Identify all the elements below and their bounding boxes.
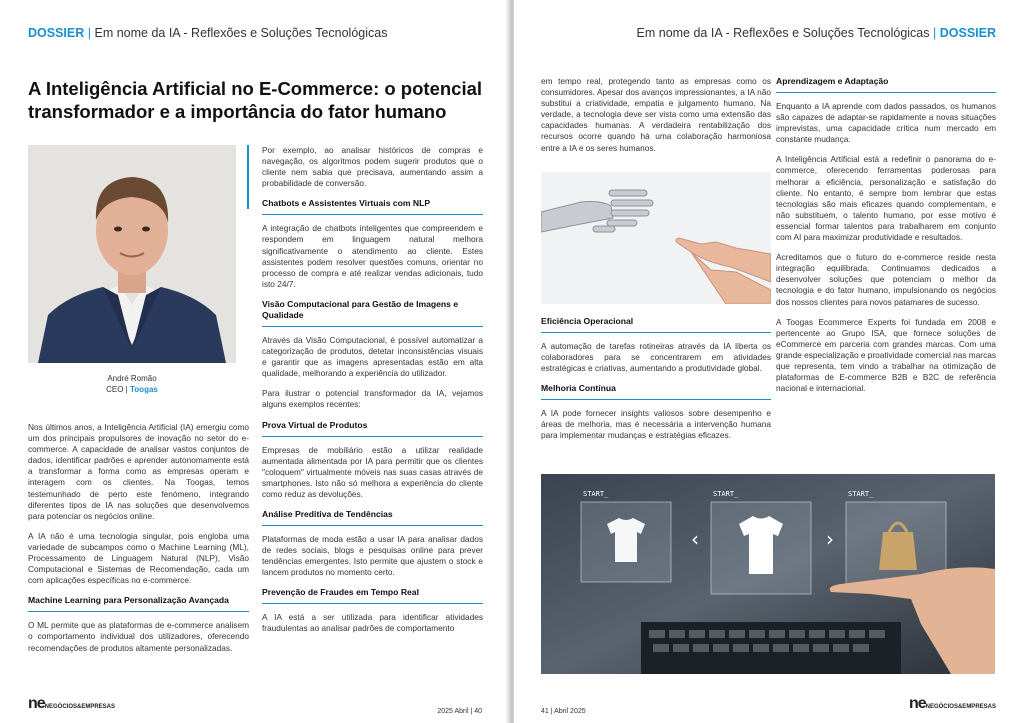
paragraph: A Toogas Ecommerce Experts foi fundada em 2008 e pertencente ao Grupo ISA, que fornece soluções de eCommerce em parceria com grandes marcas. Com uma grande especialização e proatividade comercial nas marcas que representa, tem vindo a trabalhar na otimização de plataformas de E-commerce B2B e B2C de referência nacional e internacional. (776, 316, 996, 394)
caption-role: CEO | (106, 384, 128, 394)
section-heading: Melhoria Contínua (541, 383, 771, 400)
paragraph: em tempo real, protegendo tanto as empresas como os consumidores. Apesar dos avanços impressionantes, a IA não substitui a criatividade, empatia e julgamento humano. Na verdade, a tecnologia deve ser vista como uma extensão das capacidades humanas. A verdadeira rentabilização dos recursos ocorre quando há uma colaboração harmoniosa entre a IA e os seres humanos. (541, 76, 771, 153)
accent-rule (247, 145, 249, 209)
paragraph: A automação de tarefas rotineiras através da IA liberta os colaboradores para se concentrarem em atividades estratégicas e criativas, aumentando a produtividade global. (541, 341, 771, 374)
svg-text:‹: ‹ (691, 527, 699, 551)
section-heading: Prevenção de Fraudes em Tempo Real (262, 587, 483, 604)
paragraph: Por exemplo, ao analisar históricos de compras e navegação, os algoritmos podem sugerir produtos que o cliente nem sabia que precisava, aumentando assim a probabilidade de conversão. (262, 145, 483, 189)
svg-text:›: › (826, 527, 834, 551)
start-label: START_ (583, 490, 609, 498)
left-column-2 (262, 145, 483, 644)
right-column-1-top (541, 76, 771, 163)
header-separator: | (933, 26, 937, 40)
caption-company: Toogas (130, 384, 158, 394)
running-header (28, 26, 387, 40)
photo-caption (28, 374, 236, 395)
start-label: START_ (848, 490, 874, 498)
paragraph: Através da Visão Computacional, é possível automatizar a categorização de produtos, detetar inconsistências visuais e garantir que as imagens apresentadas estão em alta qualidade, melhorando a experiência do utilizador. (262, 334, 483, 379)
right-page (514, 0, 1024, 723)
portrait-photo (28, 145, 236, 363)
paragraph: Plataformas de moda estão a usar IA para analisar dados de redes sociais, blogs e pesquisas online para prever tendências emergentes. Isto permite que ajustem o stock e lancem produtos no momento certo. (262, 533, 483, 578)
paragraph: A IA não é uma tecnologia singular, pois engloba uma variedade de subcampos como o Machine Learning (ML), Processamento de Linguagem Natural (NLP), Visão Computacional e Sistemas de Recomendação, cada um com aplicações específicas no e-commerce. (28, 530, 249, 586)
section-heading: Chatbots e Assistentes Virtuais com NLP (262, 198, 483, 215)
section-heading: Prova Virtual de Produtos (262, 420, 483, 437)
page-footer: 41 | Abril 2025 (541, 708, 586, 715)
robot-human-hands-image (541, 172, 771, 304)
header-title: Em nome da IA - Reflexões e Soluções Tecnológicas (636, 26, 930, 40)
page-footer: 2025 Abril | 40 (437, 708, 482, 715)
magazine-logo (909, 695, 996, 713)
right-column-1-bottom (541, 316, 771, 451)
logo-wordmark: NEGÓCIOS&EMPRESAS (44, 704, 116, 710)
left-column-1 (28, 422, 249, 663)
logo-mark: ne (28, 695, 45, 712)
logo-mark: ne (908, 695, 926, 712)
paragraph: Enquanto a IA aprende com dados passados, os humanos são capazes de adaptar-se rapidamente a novas situações imprevistas, uma capacidade crítica num mercado em constante mudança. (776, 101, 996, 145)
magazine-logo (28, 695, 115, 713)
section-heading: Eficiência Operacional (541, 316, 771, 333)
section-label: DOSSIER (28, 26, 85, 40)
logo-wordmark: NEGÓCIOS&EMPRESAS (925, 704, 996, 710)
paragraph: Para ilustrar o potencial transformador da IA, vejamos alguns exemplos recentes: (262, 388, 483, 410)
start-label: START_ (713, 490, 739, 498)
paragraph: A integração de chatbots inteligentes que compreendem e respondem em linguagem natural melhora significativamente o atendimento ao cliente. Estes assistentes podem resolver questões comuns, orientar no processo de compra e até realizar vendas adicionais, tudo isto 24/7. (262, 223, 483, 289)
paragraph: Acreditamos que o futuro do e-commerce reside nesta integração equilibrada. Continuamos dedicados a desenvolver soluções que potenciam o melhor da tecnologia e do fator humano, impulsionando os negócios dos nossos clientes para novos patamares de sucesso. (776, 252, 996, 307)
running-header (637, 26, 996, 40)
section-heading: Visão Computacional para Gestão de Imagens e Qualidade (262, 299, 483, 327)
paragraph: A Inteligência Artificial está a redefinir o panorama do e-commerce, oferecendo ferramentas poderosas para melhorar a eficiência, personalização e satisfação do cliente. No entanto, é sempre bom lembrar que estas tecnologias são mais eficazes quando complementam, e não substituem, o talento humano, por esse motivo é essencial formar talentos para trabalharem em conjunto com AI para maximizar produtividade e resultados. (776, 154, 996, 243)
paragraph: O ML permite que as plataformas de e-commerce analisem o comportamento individual dos utilizadores, oferecendo recomendações de produtos altamente personalizadas. (28, 620, 249, 653)
right-column-2 (776, 76, 996, 403)
header-title: Em nome da IA - Reflexões e Soluções Tecnológicas (94, 26, 388, 40)
paragraph: A IA pode fornecer insights valiosos sobre desempenho e áreas de melhoria, mas é necessária a intervenção humana para implementar mudanças e estratégias eficazes. (541, 408, 771, 441)
section-heading: Análise Preditiva de Tendências (262, 509, 483, 526)
left-page (0, 0, 510, 723)
section-heading: Machine Learning para Personalização Avançada (28, 595, 249, 612)
header-separator: | (87, 26, 91, 40)
virtual-shopping-image (541, 474, 995, 674)
paragraph: Empresas de mobiliário estão a utilizar realidade aumentada alimentada por IA para permitir que os clientes "coloquem" virtualmente móveis nas suas casas através de smartphones. Isto não só melhora a experiência do cliente como reduz as devoluções. (262, 444, 483, 499)
section-heading: Aprendizagem e Adaptação (776, 76, 996, 93)
article-title: A Inteligência Artificial no E-Commerce: o potencial transformador e a importância do fator humano (28, 78, 483, 122)
section-label: DOSSIER (939, 26, 996, 40)
paragraph: A IA está a ser utilizada para identificar atividades fraudulentas ao analisar padrões de comportamento (262, 612, 483, 634)
caption-name: André Romão (107, 374, 157, 383)
paragraph: Nos últimos anos, a Inteligência Artificial (IA) emergiu como um dos principais propulsores de inovação no setor do e-commerce. A capacidade de analisar vastos conjuntos de dados, identificar padrões e aprender autonomamente está a transformar a forma como as empresas operam e interagem com os clientes. Na Toogas, temos testemunhado de perto este fenómeno, integrando diferentes tipos de IA nas soluções que desenvolvemos para potenciar os negócios online. (28, 422, 249, 521)
